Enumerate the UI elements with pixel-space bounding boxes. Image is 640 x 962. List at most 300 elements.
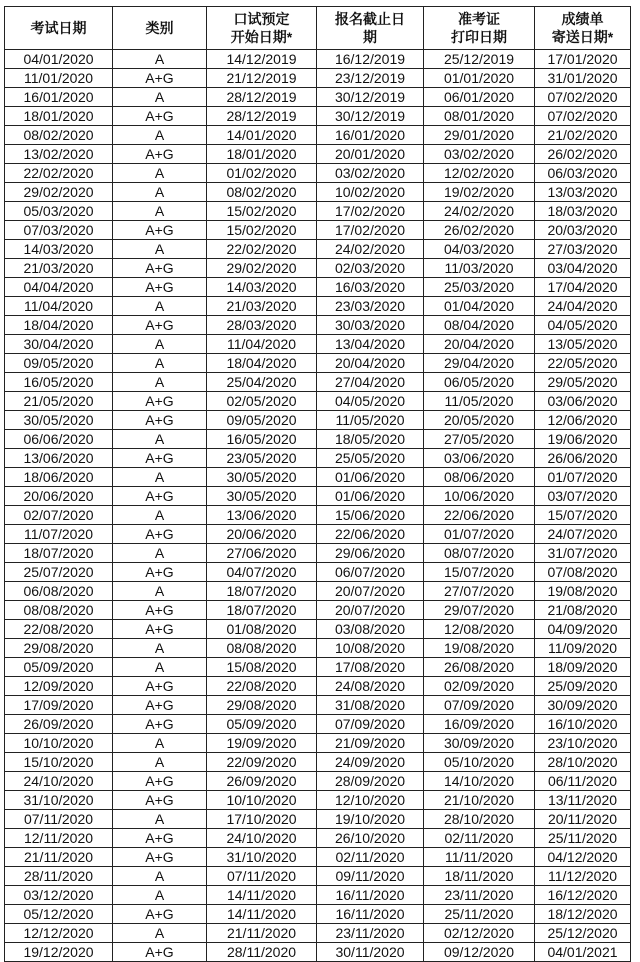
cell-transcript-mailing: 24/07/2020 [535, 525, 631, 544]
header-line: 打印日期 [451, 29, 507, 45]
cell-speaking-booking-start: 01/02/2020 [207, 164, 317, 183]
cell-category: A+G [113, 392, 207, 411]
cell-exam-date: 19/12/2020 [5, 943, 113, 962]
cell-category: A [113, 867, 207, 886]
cell-admission-ticket-print: 04/03/2020 [424, 240, 535, 259]
exam-schedule-table [4, 6, 631, 962]
cell-exam-date: 05/09/2020 [5, 658, 113, 677]
cell-exam-date: 11/04/2020 [5, 297, 113, 316]
cell-transcript-mailing: 26/06/2020 [535, 449, 631, 468]
cell-category: A [113, 582, 207, 601]
cell-speaking-booking-start: 31/10/2020 [207, 848, 317, 867]
cell-admission-ticket-print: 02/11/2020 [424, 829, 535, 848]
table-row [5, 886, 631, 905]
cell-speaking-booking-start: 18/04/2020 [207, 354, 317, 373]
cell-exam-date: 18/07/2020 [5, 544, 113, 563]
cell-admission-ticket-print: 14/10/2020 [424, 772, 535, 791]
cell-speaking-booking-start: 17/10/2020 [207, 810, 317, 829]
cell-speaking-booking-start: 22/02/2020 [207, 240, 317, 259]
cell-transcript-mailing: 16/12/2020 [535, 886, 631, 905]
cell-exam-date: 13/06/2020 [5, 449, 113, 468]
cell-admission-ticket-print: 27/07/2020 [424, 582, 535, 601]
cell-speaking-booking-start: 29/08/2020 [207, 696, 317, 715]
cell-admission-ticket-print: 06/05/2020 [424, 373, 535, 392]
cell-transcript-mailing: 03/06/2020 [535, 392, 631, 411]
header-line: 口试预定 [233, 11, 290, 27]
table-row [5, 240, 631, 259]
cell-transcript-mailing: 13/03/2020 [535, 183, 631, 202]
cell-category: A [113, 297, 207, 316]
cell-transcript-mailing: 26/02/2020 [535, 145, 631, 164]
cell-registration-deadline: 04/05/2020 [317, 392, 424, 411]
cell-exam-date: 30/04/2020 [5, 335, 113, 354]
cell-speaking-booking-start: 19/09/2020 [207, 734, 317, 753]
cell-category: A+G [113, 848, 207, 867]
cell-category: A+G [113, 411, 207, 430]
cell-category: A+G [113, 316, 207, 335]
header-line: 成绩单 [561, 11, 604, 27]
cell-exam-date: 20/06/2020 [5, 487, 113, 506]
cell-category: A+G [113, 791, 207, 810]
cell-category: A [113, 373, 207, 392]
header-line: 报名截止日 [335, 11, 405, 27]
cell-registration-deadline: 02/03/2020 [317, 259, 424, 278]
cell-exam-date: 09/05/2020 [5, 354, 113, 373]
cell-exam-date: 16/01/2020 [5, 88, 113, 107]
cell-registration-deadline: 24/09/2020 [317, 753, 424, 772]
cell-exam-date: 29/02/2020 [5, 183, 113, 202]
table-row [5, 715, 631, 734]
table-row [5, 677, 631, 696]
cell-admission-ticket-print: 11/03/2020 [424, 259, 535, 278]
cell-registration-deadline: 16/01/2020 [317, 126, 424, 145]
cell-transcript-mailing: 25/11/2020 [535, 829, 631, 848]
header-registration-deadline [317, 7, 424, 50]
cell-exam-date: 16/05/2020 [5, 373, 113, 392]
table-row [5, 468, 631, 487]
cell-category: A [113, 886, 207, 905]
cell-registration-deadline: 06/07/2020 [317, 563, 424, 582]
cell-category: A [113, 183, 207, 202]
cell-registration-deadline: 16/11/2020 [317, 886, 424, 905]
table-row [5, 924, 631, 943]
table-row [5, 829, 631, 848]
table-row [5, 905, 631, 924]
cell-admission-ticket-print: 30/09/2020 [424, 734, 535, 753]
cell-category: A+G [113, 107, 207, 126]
table-row [5, 354, 631, 373]
cell-category: A+G [113, 563, 207, 582]
cell-registration-deadline: 07/09/2020 [317, 715, 424, 734]
cell-transcript-mailing: 29/05/2020 [535, 373, 631, 392]
table-row [5, 278, 631, 297]
cell-transcript-mailing: 23/10/2020 [535, 734, 631, 753]
cell-category: A [113, 924, 207, 943]
cell-admission-ticket-print: 12/08/2020 [424, 620, 535, 639]
cell-registration-deadline: 18/05/2020 [317, 430, 424, 449]
table-row [5, 164, 631, 183]
cell-transcript-mailing: 07/02/2020 [535, 107, 631, 126]
cell-admission-ticket-print: 02/09/2020 [424, 677, 535, 696]
cell-speaking-booking-start: 21/03/2020 [207, 297, 317, 316]
cell-speaking-booking-start: 26/09/2020 [207, 772, 317, 791]
cell-registration-deadline: 11/05/2020 [317, 411, 424, 430]
cell-admission-ticket-print: 27/05/2020 [424, 430, 535, 449]
cell-category: A [113, 753, 207, 772]
cell-registration-deadline: 30/03/2020 [317, 316, 424, 335]
cell-exam-date: 03/12/2020 [5, 886, 113, 905]
cell-speaking-booking-start: 13/06/2020 [207, 506, 317, 525]
cell-exam-date: 21/03/2020 [5, 259, 113, 278]
cell-category: A+G [113, 69, 207, 88]
cell-admission-ticket-print: 10/06/2020 [424, 487, 535, 506]
cell-registration-deadline: 10/08/2020 [317, 639, 424, 658]
cell-admission-ticket-print: 19/08/2020 [424, 639, 535, 658]
header-line: 寄送日期* [551, 29, 614, 45]
table-row [5, 506, 631, 525]
cell-registration-deadline: 20/01/2020 [317, 145, 424, 164]
cell-registration-deadline: 29/06/2020 [317, 544, 424, 563]
cell-exam-date: 08/02/2020 [5, 126, 113, 145]
cell-category: A+G [113, 487, 207, 506]
table-row [5, 544, 631, 563]
cell-exam-date: 17/09/2020 [5, 696, 113, 715]
cell-admission-ticket-print: 03/02/2020 [424, 145, 535, 164]
table-row [5, 487, 631, 506]
cell-transcript-mailing: 17/01/2020 [535, 50, 631, 69]
cell-admission-ticket-print: 06/01/2020 [424, 88, 535, 107]
cell-exam-date: 29/08/2020 [5, 639, 113, 658]
cell-admission-ticket-print: 12/02/2020 [424, 164, 535, 183]
table-row [5, 620, 631, 639]
cell-category: A [113, 430, 207, 449]
table-row [5, 430, 631, 449]
cell-exam-date: 06/06/2020 [5, 430, 113, 449]
table-row [5, 392, 631, 411]
cell-exam-date: 07/11/2020 [5, 810, 113, 829]
header-line: 考试日期 [30, 20, 87, 36]
table-row [5, 411, 631, 430]
cell-admission-ticket-print: 26/08/2020 [424, 658, 535, 677]
cell-transcript-mailing: 06/03/2020 [535, 164, 631, 183]
cell-category: A [113, 126, 207, 145]
table-row [5, 867, 631, 886]
cell-speaking-booking-start: 22/09/2020 [207, 753, 317, 772]
cell-transcript-mailing: 07/08/2020 [535, 563, 631, 582]
cell-transcript-mailing: 11/09/2020 [535, 639, 631, 658]
cell-speaking-booking-start: 18/01/2020 [207, 145, 317, 164]
cell-category: A [113, 810, 207, 829]
cell-transcript-mailing: 15/07/2020 [535, 506, 631, 525]
cell-registration-deadline: 16/11/2020 [317, 905, 424, 924]
cell-registration-deadline: 30/12/2019 [317, 107, 424, 126]
cell-category: A [113, 202, 207, 221]
cell-registration-deadline: 25/05/2020 [317, 449, 424, 468]
cell-exam-date: 21/11/2020 [5, 848, 113, 867]
table-row [5, 696, 631, 715]
cell-speaking-booking-start: 30/05/2020 [207, 487, 317, 506]
cell-category: A+G [113, 696, 207, 715]
cell-transcript-mailing: 18/03/2020 [535, 202, 631, 221]
cell-exam-date: 10/10/2020 [5, 734, 113, 753]
table-body [5, 50, 631, 962]
cell-exam-date: 06/08/2020 [5, 582, 113, 601]
table-row [5, 563, 631, 582]
cell-category: A [113, 335, 207, 354]
cell-exam-date: 04/04/2020 [5, 278, 113, 297]
header-exam-date [5, 7, 113, 50]
cell-speaking-booking-start: 28/11/2020 [207, 943, 317, 962]
cell-transcript-mailing: 18/09/2020 [535, 658, 631, 677]
cell-speaking-booking-start: 15/02/2020 [207, 202, 317, 221]
cell-category: A+G [113, 601, 207, 620]
cell-registration-deadline: 10/02/2020 [317, 183, 424, 202]
cell-transcript-mailing: 19/06/2020 [535, 430, 631, 449]
cell-exam-date: 08/08/2020 [5, 601, 113, 620]
cell-category: A [113, 658, 207, 677]
table-row [5, 734, 631, 753]
cell-admission-ticket-print: 22/06/2020 [424, 506, 535, 525]
cell-category: A [113, 354, 207, 373]
table-row [5, 810, 631, 829]
cell-registration-deadline: 24/08/2020 [317, 677, 424, 696]
table-row [5, 753, 631, 772]
cell-admission-ticket-print: 11/11/2020 [424, 848, 535, 867]
cell-exam-date: 18/06/2020 [5, 468, 113, 487]
cell-speaking-booking-start: 20/06/2020 [207, 525, 317, 544]
cell-speaking-booking-start: 14/01/2020 [207, 126, 317, 145]
cell-category: A [113, 164, 207, 183]
cell-transcript-mailing: 11/12/2020 [535, 867, 631, 886]
cell-admission-ticket-print: 02/12/2020 [424, 924, 535, 943]
cell-category: A+G [113, 905, 207, 924]
cell-exam-date: 12/09/2020 [5, 677, 113, 696]
cell-category: A+G [113, 525, 207, 544]
cell-transcript-mailing: 17/04/2020 [535, 278, 631, 297]
cell-registration-deadline: 03/02/2020 [317, 164, 424, 183]
cell-exam-date: 18/04/2020 [5, 316, 113, 335]
cell-registration-deadline: 20/07/2020 [317, 601, 424, 620]
cell-admission-ticket-print: 09/12/2020 [424, 943, 535, 962]
cell-speaking-booking-start: 21/12/2019 [207, 69, 317, 88]
cell-speaking-booking-start: 22/08/2020 [207, 677, 317, 696]
cell-speaking-booking-start: 21/11/2020 [207, 924, 317, 943]
table-row [5, 202, 631, 221]
cell-registration-deadline: 21/09/2020 [317, 734, 424, 753]
cell-registration-deadline: 23/03/2020 [317, 297, 424, 316]
cell-transcript-mailing: 25/09/2020 [535, 677, 631, 696]
cell-transcript-mailing: 13/11/2020 [535, 791, 631, 810]
cell-speaking-booking-start: 15/08/2020 [207, 658, 317, 677]
cell-registration-deadline: 23/12/2019 [317, 69, 424, 88]
cell-category: A+G [113, 677, 207, 696]
cell-speaking-booking-start: 14/12/2019 [207, 50, 317, 69]
cell-registration-deadline: 16/12/2019 [317, 50, 424, 69]
cell-speaking-booking-start: 14/03/2020 [207, 278, 317, 297]
cell-exam-date: 12/11/2020 [5, 829, 113, 848]
cell-category: A [113, 639, 207, 658]
table-row [5, 145, 631, 164]
cell-speaking-booking-start: 07/11/2020 [207, 867, 317, 886]
cell-transcript-mailing: 30/09/2020 [535, 696, 631, 715]
table-row [5, 582, 631, 601]
cell-category: A+G [113, 221, 207, 240]
header-admission-ticket-print [424, 7, 535, 50]
cell-registration-deadline: 16/03/2020 [317, 278, 424, 297]
cell-transcript-mailing: 06/11/2020 [535, 772, 631, 791]
cell-speaking-booking-start: 28/12/2019 [207, 107, 317, 126]
header-row [5, 7, 631, 50]
cell-exam-date: 18/01/2020 [5, 107, 113, 126]
cell-admission-ticket-print: 01/01/2020 [424, 69, 535, 88]
cell-transcript-mailing: 20/03/2020 [535, 221, 631, 240]
cell-exam-date: 13/02/2020 [5, 145, 113, 164]
cell-transcript-mailing: 03/07/2020 [535, 487, 631, 506]
cell-transcript-mailing: 01/07/2020 [535, 468, 631, 487]
cell-speaking-booking-start: 25/04/2020 [207, 373, 317, 392]
cell-speaking-booking-start: 28/12/2019 [207, 88, 317, 107]
cell-transcript-mailing: 16/10/2020 [535, 715, 631, 734]
cell-registration-deadline: 30/11/2020 [317, 943, 424, 962]
cell-exam-date: 02/07/2020 [5, 506, 113, 525]
cell-transcript-mailing: 27/03/2020 [535, 240, 631, 259]
cell-registration-deadline: 20/04/2020 [317, 354, 424, 373]
header-line: 开始日期* [230, 29, 293, 45]
cell-registration-deadline: 12/10/2020 [317, 791, 424, 810]
cell-exam-date: 11/07/2020 [5, 525, 113, 544]
cell-admission-ticket-print: 11/05/2020 [424, 392, 535, 411]
table-row [5, 658, 631, 677]
cell-transcript-mailing: 13/05/2020 [535, 335, 631, 354]
cell-transcript-mailing: 04/01/2021 [535, 943, 631, 962]
header-speaking-booking-start [207, 7, 317, 50]
table-row [5, 449, 631, 468]
cell-registration-deadline: 20/07/2020 [317, 582, 424, 601]
cell-speaking-booking-start: 16/05/2020 [207, 430, 317, 449]
header-transcript-mailing [535, 7, 631, 50]
cell-exam-date: 26/09/2020 [5, 715, 113, 734]
table-row [5, 126, 631, 145]
table-row [5, 221, 631, 240]
cell-transcript-mailing: 31/07/2020 [535, 544, 631, 563]
header-line: 类别 [145, 20, 174, 36]
cell-exam-date: 22/08/2020 [5, 620, 113, 639]
cell-transcript-mailing: 22/05/2020 [535, 354, 631, 373]
cell-transcript-mailing: 21/08/2020 [535, 601, 631, 620]
cell-admission-ticket-print: 26/02/2020 [424, 221, 535, 240]
cell-speaking-booking-start: 08/02/2020 [207, 183, 317, 202]
cell-admission-ticket-print: 18/11/2020 [424, 867, 535, 886]
cell-category: A+G [113, 145, 207, 164]
cell-category: A+G [113, 772, 207, 791]
cell-admission-ticket-print: 24/02/2020 [424, 202, 535, 221]
table-row [5, 316, 631, 335]
cell-exam-date: 05/12/2020 [5, 905, 113, 924]
cell-exam-date: 31/10/2020 [5, 791, 113, 810]
cell-category: A+G [113, 715, 207, 734]
cell-admission-ticket-print: 20/04/2020 [424, 335, 535, 354]
cell-exam-date: 25/07/2020 [5, 563, 113, 582]
cell-category: A [113, 544, 207, 563]
cell-transcript-mailing: 31/01/2020 [535, 69, 631, 88]
cell-registration-deadline: 17/02/2020 [317, 202, 424, 221]
cell-speaking-booking-start: 18/07/2020 [207, 582, 317, 601]
cell-transcript-mailing: 04/12/2020 [535, 848, 631, 867]
cell-transcript-mailing: 21/02/2020 [535, 126, 631, 145]
cell-speaking-booking-start: 04/07/2020 [207, 563, 317, 582]
cell-admission-ticket-print: 25/12/2019 [424, 50, 535, 69]
cell-transcript-mailing: 03/04/2020 [535, 259, 631, 278]
cell-admission-ticket-print: 08/07/2020 [424, 544, 535, 563]
cell-category: A+G [113, 620, 207, 639]
cell-exam-date: 21/05/2020 [5, 392, 113, 411]
cell-speaking-booking-start: 27/06/2020 [207, 544, 317, 563]
cell-speaking-booking-start: 24/10/2020 [207, 829, 317, 848]
cell-transcript-mailing: 24/04/2020 [535, 297, 631, 316]
table-row [5, 50, 631, 69]
cell-exam-date: 15/10/2020 [5, 753, 113, 772]
cell-admission-ticket-print: 28/10/2020 [424, 810, 535, 829]
cell-category: A+G [113, 449, 207, 468]
cell-admission-ticket-print: 25/11/2020 [424, 905, 535, 924]
header-category [113, 7, 207, 50]
cell-admission-ticket-print: 29/04/2020 [424, 354, 535, 373]
cell-speaking-booking-start: 05/09/2020 [207, 715, 317, 734]
cell-exam-date: 12/12/2020 [5, 924, 113, 943]
cell-admission-ticket-print: 01/07/2020 [424, 525, 535, 544]
cell-category: A+G [113, 829, 207, 848]
table-row [5, 297, 631, 316]
table-header [5, 7, 631, 50]
cell-speaking-booking-start: 30/05/2020 [207, 468, 317, 487]
cell-registration-deadline: 30/12/2019 [317, 88, 424, 107]
cell-registration-deadline: 19/10/2020 [317, 810, 424, 829]
header-line: 期 [363, 29, 377, 45]
cell-exam-date: 05/03/2020 [5, 202, 113, 221]
cell-admission-ticket-print: 21/10/2020 [424, 791, 535, 810]
cell-admission-ticket-print: 08/04/2020 [424, 316, 535, 335]
cell-speaking-booking-start: 14/11/2020 [207, 886, 317, 905]
cell-registration-deadline: 26/10/2020 [317, 829, 424, 848]
cell-admission-ticket-print: 29/07/2020 [424, 601, 535, 620]
cell-speaking-booking-start: 29/02/2020 [207, 259, 317, 278]
table-row [5, 183, 631, 202]
cell-registration-deadline: 15/06/2020 [317, 506, 424, 525]
cell-exam-date: 11/01/2020 [5, 69, 113, 88]
cell-transcript-mailing: 07/02/2020 [535, 88, 631, 107]
cell-speaking-booking-start: 02/05/2020 [207, 392, 317, 411]
table-row [5, 848, 631, 867]
cell-transcript-mailing: 25/12/2020 [535, 924, 631, 943]
cell-admission-ticket-print: 25/03/2020 [424, 278, 535, 297]
cell-speaking-booking-start: 09/05/2020 [207, 411, 317, 430]
cell-exam-date: 30/05/2020 [5, 411, 113, 430]
cell-speaking-booking-start: 15/02/2020 [207, 221, 317, 240]
cell-registration-deadline: 03/08/2020 [317, 620, 424, 639]
cell-speaking-booking-start: 11/04/2020 [207, 335, 317, 354]
cell-registration-deadline: 01/06/2020 [317, 468, 424, 487]
cell-admission-ticket-print: 16/09/2020 [424, 715, 535, 734]
cell-admission-ticket-print: 01/04/2020 [424, 297, 535, 316]
table-row [5, 335, 631, 354]
cell-category: A+G [113, 943, 207, 962]
cell-category: A [113, 240, 207, 259]
cell-admission-ticket-print: 19/02/2020 [424, 183, 535, 202]
cell-transcript-mailing: 04/09/2020 [535, 620, 631, 639]
cell-speaking-booking-start: 08/08/2020 [207, 639, 317, 658]
cell-speaking-booking-start: 14/11/2020 [207, 905, 317, 924]
cell-category: A [113, 50, 207, 69]
